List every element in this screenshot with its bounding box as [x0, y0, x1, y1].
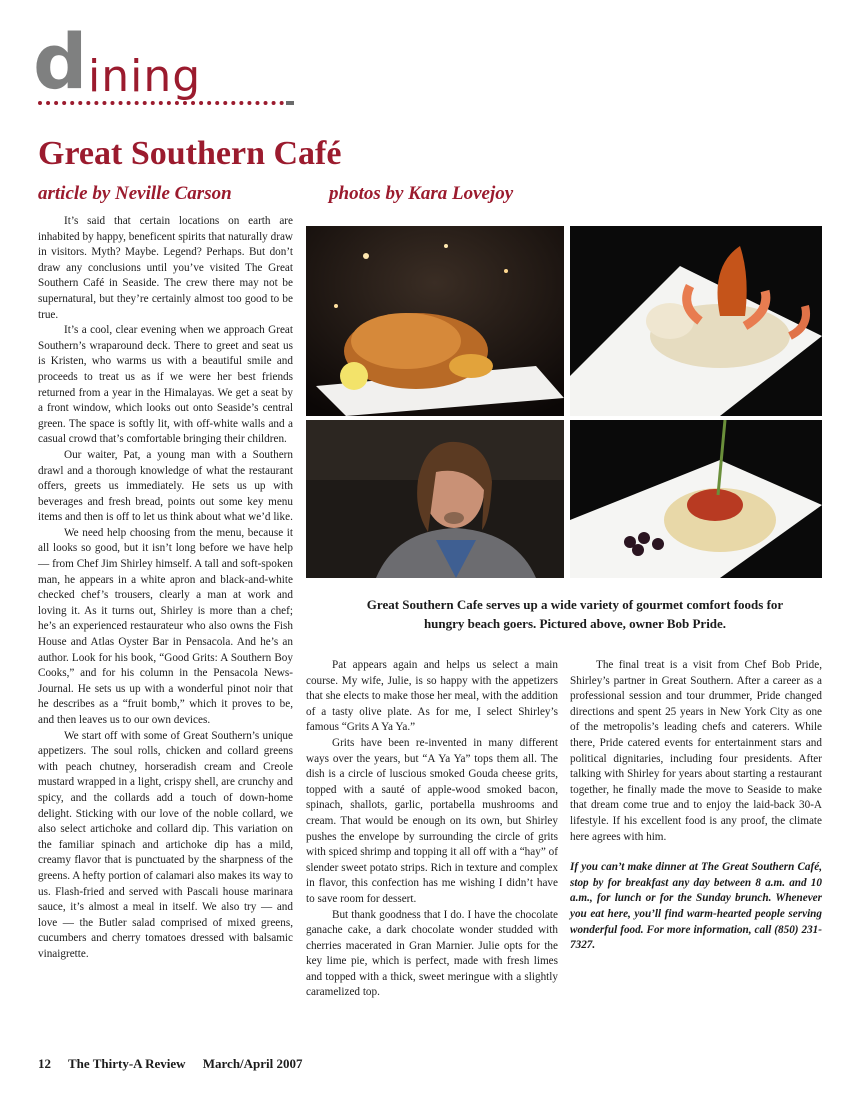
shrimp-photo	[570, 226, 822, 416]
paragraph: It’s said that certain locations on earth are inhabited by happy, beneficent spirits that naturally draw in visitors. Myth? Maybe. Legend? Perhaps. But don’t draw any conclusions until you’ve visited The Great Southern Café in Seaside. The crew there may not be supernatural, but they’re certainly almost too good to be true.	[38, 215, 293, 321]
paragraph: We need help choosing from the menu, because it all looks so good, but it isn’t long before we have help — from Chef Jim Shirley himself. A tall and soft-spoken man, he appears in a white apron and black-and-white checked chef’s trousers, clearly a man at work and loving it. As it turns out, Shirley is more than a chef; he’s an experienced restaurateur who also owns the Fish House and Atlas Oyster Bar in Pensacola. And he’s an author. Look for his book, “Good Grits: A Southern Boy Cooks,” and for his column in the Pensacola News-Journal. He sets us up with a wonderful pinot noir that he describes as a “fruit bomb,” which it proves to be, and then leaves us to our own devices.	[38, 526, 293, 726]
caption-line: Great Southern Cafe serves up a wide variety of gourmet comfort foods for	[366, 597, 784, 612]
paragraph: But thank goodness that I do. I have the chocolate ganache cake, a dark chocolate wonder studded with cherries macerated in Gran Marnier. Julie opts for the key lime pie, which is perfect, made with fresh limes and topped with a thick, sweet meringue with a slightly caramelized top.	[306, 908, 558, 999]
paragraph: Pat appears again and helps us select a main course. My wife, Julie, is so happy with the appetizers that she elects to make those her meal, with the addition of a tasty olive plate. As for me, I select Shirley’s famous “Grits A Ya Ya.”	[306, 659, 558, 734]
closing-paragraph: If you can’t make dinner at The Great Southern Café, stop by for breakfast any day between 8 a.m. and 10 a.m., for lunch or for the Sunday brunch. Whenever you eat here, you’ll find warm-hearted people serving wonderful food. For more information, call (850) 231-7327.	[570, 861, 822, 952]
right-column	[570, 658, 822, 954]
issue-date: March/April 2007	[202, 1056, 303, 1071]
chicken-photo	[306, 226, 564, 416]
byline-author: article by Neville Carson	[38, 183, 232, 204]
section-divider-cap	[286, 101, 294, 105]
section-initial: d	[33, 17, 88, 106]
paragraph: It’s a cool, clear evening when we approach Great Southern’s wraparound deck. There to greet and seat us is Kristen, who warms us with a beautiful smile and proceeds to treat us as if we were her best friends returned from a year in the Himalayas. We get a seat by a front window, which looks out onto Seaside’s central green. The space is softly lit, with off-white walls and a casual crowd that’s comfortable bringing their children.	[38, 324, 293, 446]
owner-photo	[306, 420, 564, 578]
paragraph: The final treat is a visit from Chef Bob Pride, Shirley’s partner in Great Southern. After a career as a professional session and tour drummer, Pride changed directions and spent 25 years in New York City as one of the metropolis’s leading chefs and caterers. While there, Pride catered events for entertainment stars and political dignitaries, including four presidents. After talking with Shirley for years about starting a restaurant together, he finally made the move to Seaside to make that dream come true and to enjoy the laid-back 30-A lifestyle. If his excellent food is any proof, the climate here agrees with him.	[570, 659, 822, 843]
page-number: 12	[38, 1056, 51, 1071]
byline-photos: photos by Kara Lovejoy	[329, 183, 514, 204]
paragraph: Grits have been re-invented in many different ways over the years, but “A Ya Ya” tops them all. The dish is a circle of luscious smoked Gouda cheese grits, topped with a sauté of apple-wood smoked bacon, spinach, shallots, garlic, portabella mushrooms and cream. That would be enough on its own, but Shirley pushes the envelope by surrounding the circle of grits with spiced shrimp and topping it all off with a “hay” of slender sweet potato strips. Rich in texture and complex in flavor, this confection has me wishing I didn’t have to save room for dessert.	[306, 736, 558, 905]
page-footer	[38, 1056, 317, 1072]
section-title: ining	[88, 51, 202, 102]
section-divider	[38, 101, 292, 105]
paragraph: Our waiter, Pat, a young man with a Southern drawl and a thorough knowledge of what the restaurant offers, greets us immediately. He sets us up with beverages and fresh bread, points out some key menu items and then is off to let us think about what we’d like.	[38, 448, 293, 524]
left-column	[38, 214, 293, 963]
caption-line: hungry beach goers. Pictured above, owner Bob Pride.	[423, 616, 727, 631]
middle-column	[306, 658, 558, 1001]
photo-caption	[330, 595, 820, 633]
paragraph: We start off with some of Great Southern’s unique appetizers. The soul rolls, chicken and collard greens with peach chutney, horseradish cream and Creole mustard wrapped in a light, crispy shell, are crunchy and spicy, and the collards add a touch of down-home delight. Sticking with our love of the noble collard, we also select artichoke and collard dip. This variation on the familiar spinach and artichoke dip has a mild, creamy flavor that is punctuated by the sharpness of the greens. A hefty portion of calamari also makes its way to us. Flash-fried and served with Pascali house marinara sauce, it’s almost a meal in itself. We also try — and love — the Butler salad comprised of mixed greens, cucumbers and cherry tomatoes dressed with balsamic vinaigrette.	[38, 729, 293, 960]
grits-photo	[570, 420, 822, 578]
article-title: Great Southern Café	[38, 135, 342, 172]
publication-name: The Thirty-A Review	[68, 1056, 186, 1071]
